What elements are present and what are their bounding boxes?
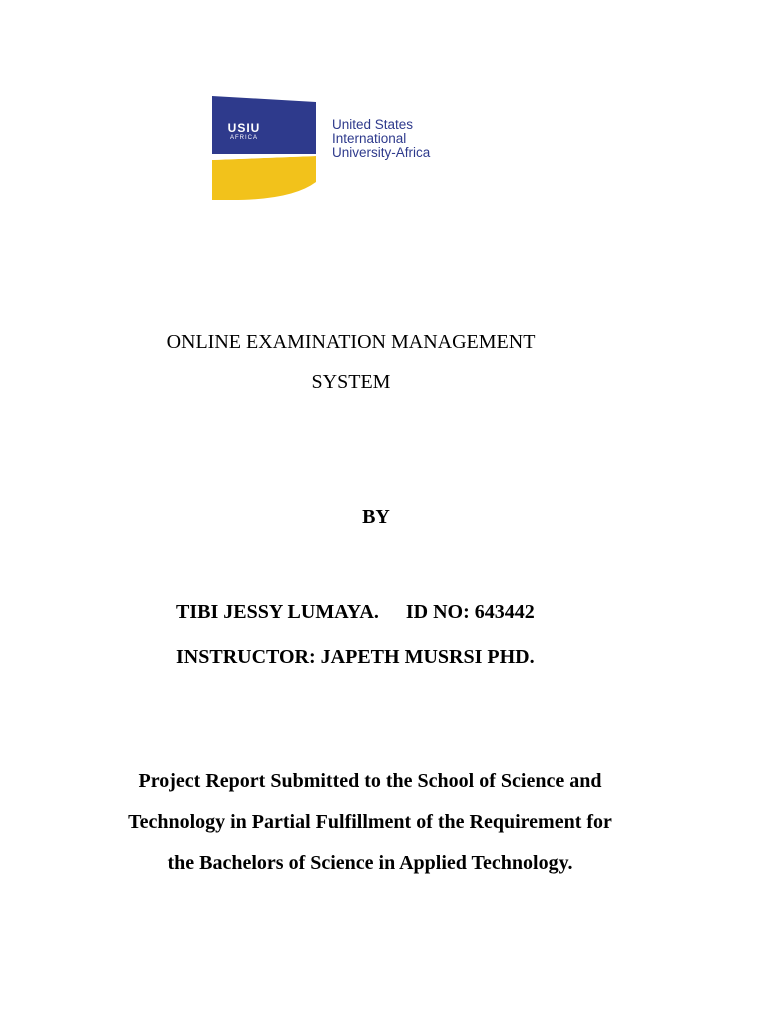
logo-abbreviation: USIU <box>227 121 261 135</box>
instructor-label: INSTRUCTOR: <box>176 646 316 668</box>
project-title-line-1: ONLINE EXAMINATION MANAGEMENT <box>166 331 536 353</box>
logo-wordmark-line: United States <box>332 117 414 132</box>
student-info <box>176 601 535 624</box>
student-id-value: 643442 <box>474 601 535 623</box>
description-line: Technology in Partial Fulfillment of the Requirement for <box>128 811 612 833</box>
logo-wordmark-line: International <box>332 131 407 146</box>
student-name: TIBI JESSY LUMAYA. <box>176 601 379 623</box>
project-title-line-2: SYSTEM <box>311 371 391 393</box>
student-id-label: ID NO: <box>405 601 470 623</box>
logo-wordmark <box>332 118 430 160</box>
logo-subtitle: AFRICA <box>229 135 258 141</box>
university-logo <box>212 96 512 202</box>
by-label: BY <box>362 506 390 528</box>
description-line: the Bachelors of Science in Applied Technology. <box>167 852 573 874</box>
report-description <box>0 761 740 884</box>
instructor-info <box>176 646 535 669</box>
description-line: Project Report Submitted to the School of Science and <box>138 770 602 792</box>
logo-wordmark-line: University-Africa <box>332 145 431 160</box>
instructor-name: JAPETH MUSRSI PHD. <box>320 646 535 668</box>
logo-emblem-icon <box>212 96 316 202</box>
logo-badge-text <box>214 122 274 141</box>
